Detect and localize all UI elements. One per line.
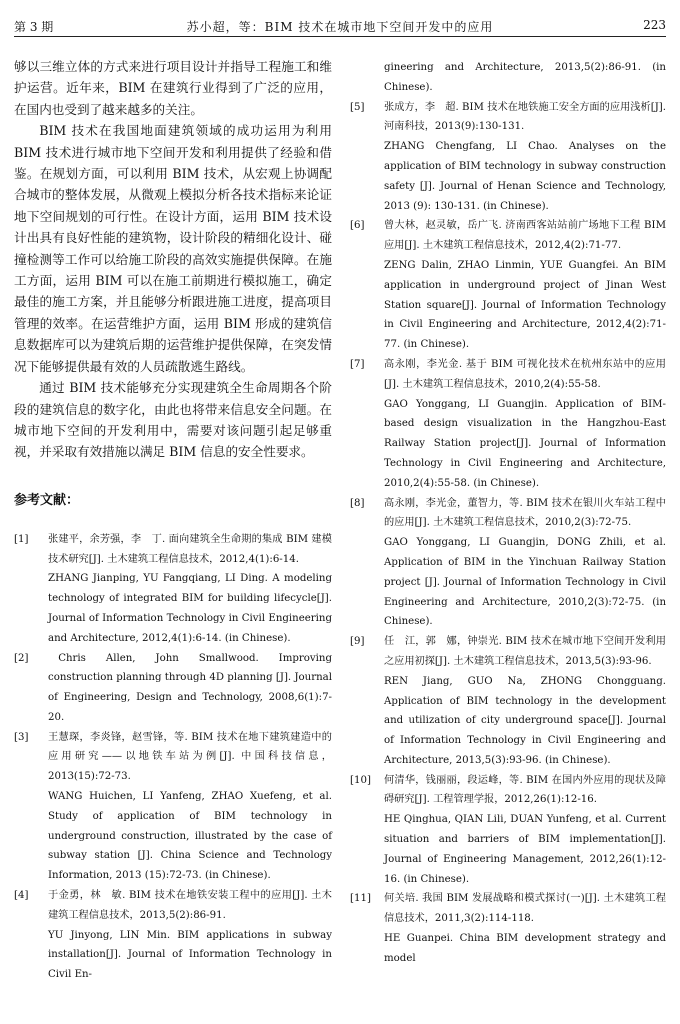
running-header xyxy=(14,14,666,37)
page-number: 223 xyxy=(643,18,666,32)
reference-cn: 王慧琛，李炎锋，赵雪锋，等. BIM 技术在地下建筑建造中的应用研究——以地铁车站为例[J]. 中国科技信息，2013(15):72-73. xyxy=(48,731,332,783)
reference-en: REN Jiang, GUO Na, ZHONG Chongguang. Application of BIM technology in the development and utilization of city underground space[J]. Journal of Information Technology in Civil Engineering and Architecture, 2013,5(3):93-96. (in Chinese). xyxy=(384,675,666,766)
reference-en: GAO Yonggang, LI Guangjin. Application of BIM-based design visualization in the Hangzhou-East Railway Station project[J]. Journal of Information Technology in Civil Engineering and Architecture, 2010,2(4):55-58. (in Chinese). xyxy=(384,398,666,489)
reference-number: [3] xyxy=(14,731,29,743)
reference-item xyxy=(14,886,332,985)
reference-cn: 何清华，钱丽丽，段运峰，等. BIM 在国内外应用的现状及障碍研究[J]. 工程管理学报，2012,26(1):12-16. xyxy=(384,774,666,806)
reference-item xyxy=(350,494,666,633)
reference-cn: 高永刚，李光金，董智力，等. BIM 技术在银川火车站工程中的应用[J]. 土木建筑工程信息技术，2010,2(3):72-75. xyxy=(384,497,666,529)
reference-en: ZHANG Jianping, YU Fangqiang, LI Ding. A modeling technology of integrated BIM for building lifecycle[J]. Journal of Information Technology in Civil Engineering and Architecture, 2012,4(1):6-14. (in Chinese). xyxy=(48,573,332,644)
reference-en: WANG Huichen, LI Yanfeng, ZHAO Xuefeng, et al. Study of application of BIM technology in underground construction, illustrated by the case of subway station [J]. China Science and Technology Information, 2013 (15):72-73. (in Chinese). xyxy=(48,791,332,882)
reference-en: Chris Allen, John Smallwood. Improving construction planning through 4D planning [J]. Journal of Engineering, Design and Technology, 2008,6(1):7-20. xyxy=(48,652,332,723)
issue-label: 第 3 期 xyxy=(14,20,54,34)
reference-number: [11] xyxy=(350,893,371,905)
reference-en: YU Jinyong, LIN Min. BIM applications in subway installation[J]. Journal of Information Technology in Civil En- xyxy=(48,929,332,981)
reference-number: [8] xyxy=(350,497,365,509)
reference-number: [10] xyxy=(350,774,371,786)
reference-en: HE Qinghua, QIAN Lili, DUAN Yunfeng, et al. Current situation and barriers of BIM implementation[J]. Journal of Engineering Management, 2012,26(1):12-16. (in Chinese). xyxy=(384,814,666,885)
reference-item xyxy=(14,728,332,886)
body-paragraph: 通过 BIM 技术能够充分实现建筑全生命周期各个阶段的建筑信息的数字化，由此也将带来信息安全问题。在城市地下空间的开发利用中，需要对该问题引起足够重视，并采取有效措施以满足 BIM 信息的安全性要求。 xyxy=(14,380,332,460)
reference-item xyxy=(14,649,332,728)
reference-number: [5] xyxy=(350,101,365,113)
reference-cn: 张成方，李 超. BIM 技术在地铁施工安全方面的应用浅析[J]. 河南科技，2013(9):130-131. xyxy=(384,101,666,133)
reference-item xyxy=(350,632,666,771)
reference-item xyxy=(350,216,666,355)
reference-en: ZHANG Chengfang, LI Chao. Analyses on the application of BIM technology in subway construction safety [J]. Journal of Henan Science and Technology, 2013 (9): 130-131. (in Chinese). xyxy=(384,141,666,212)
reference-number: [2] xyxy=(14,652,29,664)
reference-item xyxy=(14,530,332,649)
left-column xyxy=(14,56,332,985)
reference-en: ZENG Dalin, ZHAO Linmin, YUE Guangfei. An BIM application in underground project of Jinan West Station square[J]. Journal of Information Technology in Civil Engineering and Architecture, 2012,4(2):71-77. (in Chinese). xyxy=(384,259,666,351)
reference-number: [1] xyxy=(14,533,29,545)
reference-item xyxy=(350,355,666,494)
reference-continuation: gineering and Architecture, 2013,5(2):86-91. (in Chinese). xyxy=(384,62,666,93)
reference-cn: 张建平，余芳强，李 丁. 面向建筑全生命期的集成 BIM 建模技术研究[J]. 土木建筑工程信息技术，2012,4(1):6-14. xyxy=(48,533,332,565)
reference-item xyxy=(350,98,666,217)
reference-number: [9] xyxy=(350,636,365,648)
reference-item xyxy=(350,889,666,968)
reference-cn: 高永刚，李光金. 基于 BIM 可视化技术在杭州东站中的应用[J]. 土木建筑工程信息技术，2010,2(4):55-58. xyxy=(384,358,666,390)
reference-en: GAO Yonggang, LI Guangjin, DONG Zhili, et al. Application of BIM in the Yinchuan Railway Station project [J]. Journal of Information Technology in Civil Engineering and Architecture, 2010,2(3):72-75. (in Chinese). xyxy=(384,537,666,628)
reference-cn: 曾大林，赵灵敏，岳广飞. 济南西客站站前广场地下工程 BIM 应用[J]. 土木建筑工程信息技术，2012,4(2):71-77. xyxy=(384,220,666,252)
reference-number: [4] xyxy=(14,890,29,902)
reference-cn: 于金勇，林 敏. BIM 技术在地铁安装工程中的应用[J]. 土木建筑工程信息技术，2013,5(2):86-91. xyxy=(48,890,332,921)
right-column xyxy=(350,58,666,969)
reference-number: [6] xyxy=(350,220,365,232)
reference-cn: 何关培. 我国 BIM 发展战略和模式探讨(一)[J]. 土木建筑工程信息技术，2011,3(2):114-118. xyxy=(384,893,666,925)
reference-item xyxy=(350,771,666,890)
reference-en: HE Guanpei. China BIM development strategy and model xyxy=(384,933,666,964)
references-heading: 参考文献： xyxy=(14,492,80,508)
reference-cn: 任 江，郭 娜，钟崇光. BIM 技术在城市地下空间开发利用之应用初探[J]. 土木建筑工程信息技术，2013,5(3):93-96. xyxy=(384,636,666,667)
body-paragraph: BIM 技术在我国地面建筑领域的成功运用为利用 BIM 技术进行城市地下空间开发和利用提供了经验和借鉴。在规划方面，可以利用 BIM 技术，从宏观上协调配合城市的整体发展，从微观上模拟分析各技术指标来论证地下空间规划的可行性。在设计方面，运用 BIM 技术设计出具有良好性能的建筑物，设计阶段的精细化设计、碰撞检测等工作可以给施工阶段的高效实施提供保障。在施工方面，运用 BIM 可以在施工前期进行模拟施工，确定最佳的施工方案，并且能够分析跟进施工进度，提高项目管理的效率。在运营维护方面，运用 BIM 形成的建筑信息数据库可以为建筑后期的运营维护提供保障，在突发情况下能够提供最有效的人员疏散逃生路线。 xyxy=(14,123,332,374)
running-title: 苏小超，等：BIM 技术在城市地下空间开发中的应用 xyxy=(186,20,494,34)
reference-number: [7] xyxy=(350,358,365,370)
body-paragraph: 够以三维立体的方式来进行项目设计并指导工程施工和维护运营。近年来，BIM 在建筑行业得到了广泛的应用，在国内也受到了越来越多的关注。 xyxy=(14,59,332,117)
